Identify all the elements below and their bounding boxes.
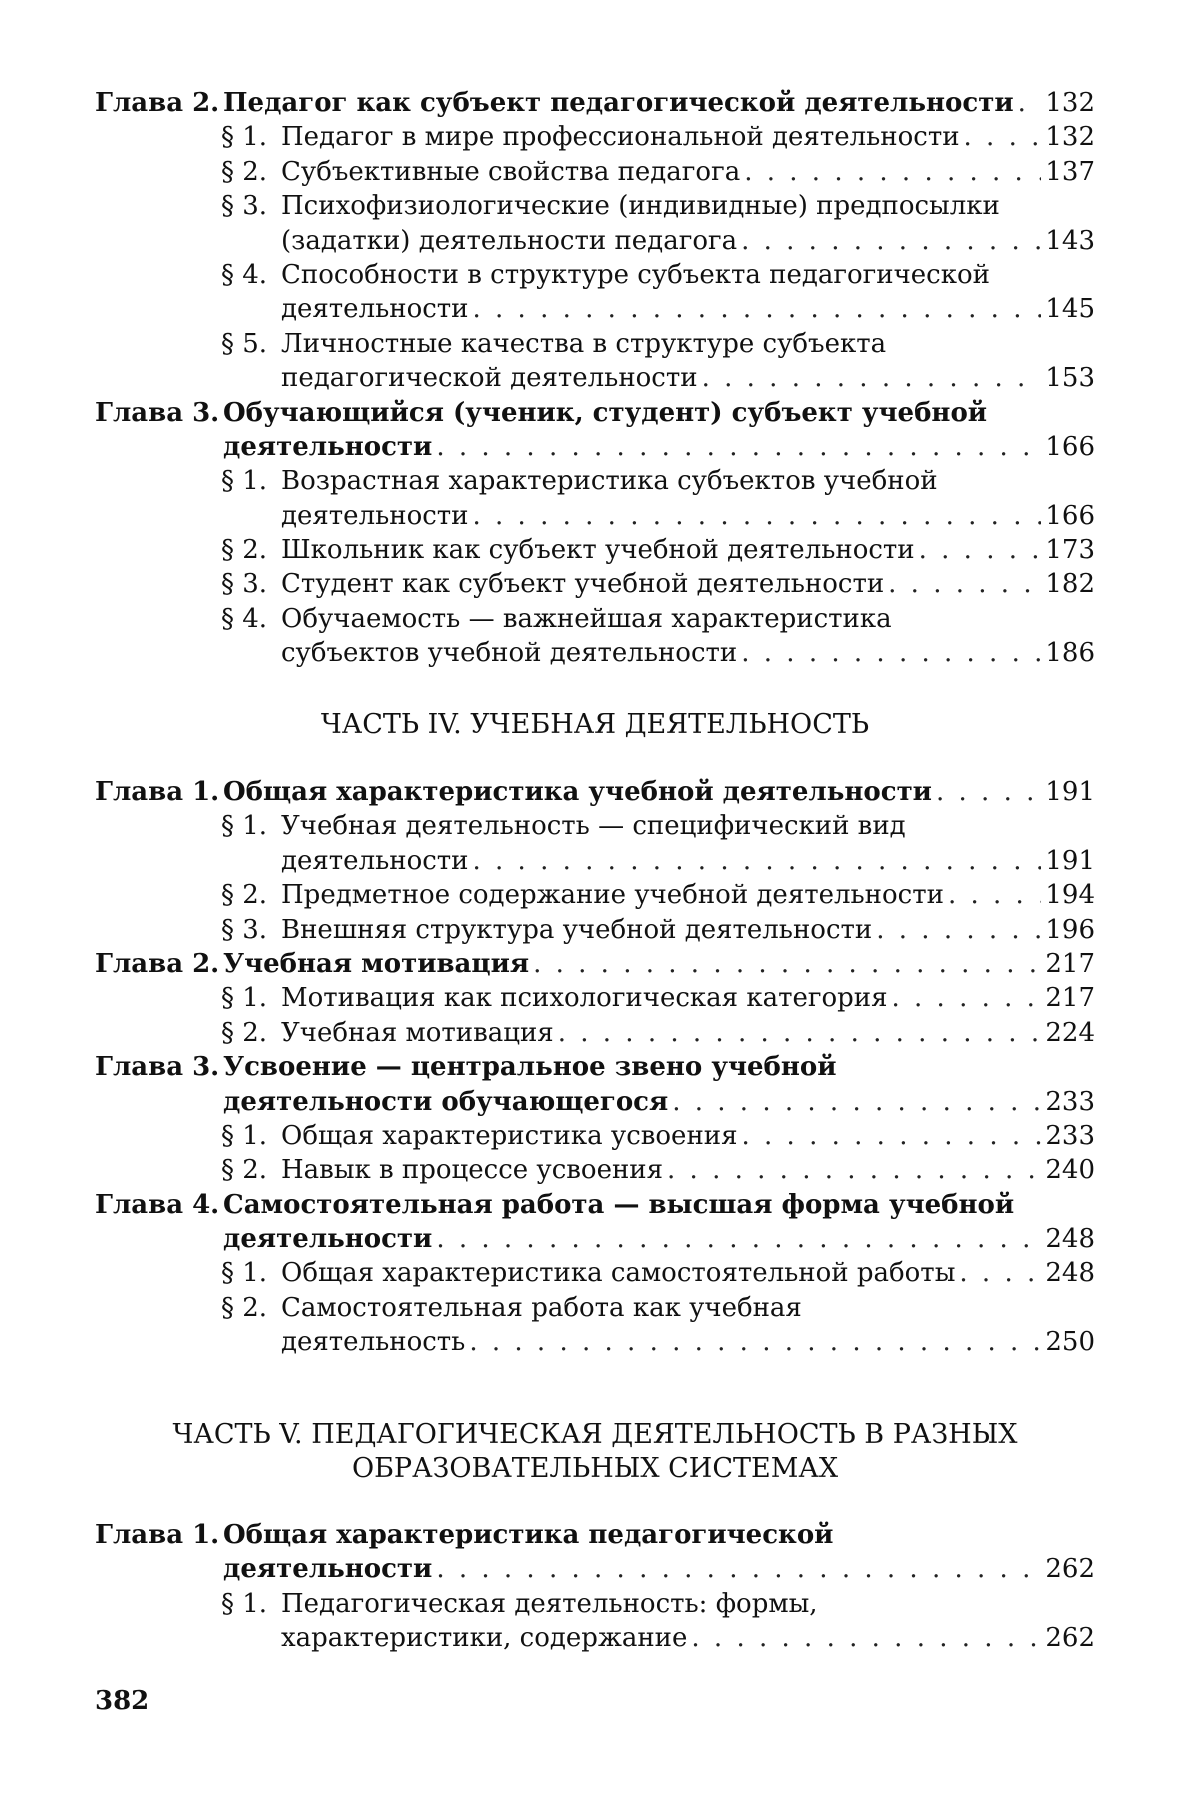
page-ref: 182: [1045, 567, 1095, 601]
toc-section-line: [95, 1016, 1095, 1050]
toc-chapter-line: [95, 1085, 1095, 1119]
toc-section-line: [95, 155, 1095, 189]
page-ref: 248: [1045, 1222, 1095, 1256]
toc-chapter-line: [95, 86, 1095, 120]
page-ref: 240: [1045, 1153, 1095, 1187]
section-title: Навык в процессе усвоения: [281, 1153, 663, 1187]
section-number: § 1.: [221, 120, 281, 154]
section-title: Способности в структуре субъекта педагогической: [281, 258, 990, 292]
dot-leader: [436, 430, 1041, 464]
toc-section-line: [95, 1256, 1095, 1290]
part-4-title-text: ЧАСТЬ IV. УЧЕБНАЯ ДЕЯТЕЛЬНОСТЬ: [321, 709, 869, 740]
section-title: Педагог в мире профессиональной деятельности: [281, 120, 960, 154]
section-number: § 2.: [221, 533, 281, 567]
toc-section-line: [95, 120, 1095, 154]
section-title: Общая характеристика самостоятельной работы: [281, 1256, 955, 1290]
section-title: (задатки) деятельности педагога: [281, 224, 737, 258]
page-ref: 194: [1045, 878, 1095, 912]
dot-leader: [892, 981, 1042, 1015]
dot-leader: [436, 1222, 1041, 1256]
toc-section-line: [95, 499, 1095, 533]
section-title: деятельность: [281, 1325, 465, 1359]
chapter-number: Глава 3.: [95, 1050, 223, 1084]
dot-leader: [473, 499, 1042, 533]
section-title: Педагогическая деятельность: формы,: [281, 1587, 818, 1621]
page-ref: 186: [1045, 636, 1095, 670]
dot-leader: [964, 120, 1042, 154]
section-title: субъектов учебной деятельности: [281, 636, 737, 670]
toc-section-line: [95, 1325, 1095, 1359]
page-ref: 250: [1045, 1325, 1095, 1359]
toc-section-line: [95, 636, 1095, 670]
section-number: § 3.: [221, 567, 281, 601]
section-number: § 2.: [221, 155, 281, 189]
chapter-title: Самостоятельная работа — высшая форма учебной: [223, 1188, 1014, 1222]
page-ref: 217: [1045, 981, 1095, 1015]
dot-leader: [436, 1552, 1041, 1586]
dot-leader: [1018, 86, 1042, 120]
chapter-title: Усвоение — центральное звено учебной: [223, 1050, 837, 1084]
page-ref: 233: [1045, 1085, 1095, 1119]
dot-leader: [959, 1256, 1041, 1290]
toc-chapter-line: [95, 775, 1095, 809]
toc-section-line: [95, 981, 1095, 1015]
toc-section-line: [95, 1621, 1095, 1655]
toc-section-line: [95, 602, 1095, 636]
page-ref: 191: [1045, 844, 1095, 878]
section-title: Внешняя структура учебной деятельности: [281, 913, 872, 947]
part-4-title: [95, 708, 1095, 742]
chapter-title: деятельности: [223, 1222, 432, 1256]
toc-block-part3: [95, 86, 1095, 671]
toc-block-part4: [95, 775, 1095, 1360]
dot-leader: [558, 1016, 1042, 1050]
section-title: Предметное содержание учебной деятельности: [281, 878, 944, 912]
book-page: [0, 0, 1200, 1813]
toc-section-line: [95, 361, 1095, 395]
section-title: Возрастная характеристика субъектов учебной: [281, 464, 938, 498]
section-number: § 3.: [221, 189, 281, 223]
page-ref: 262: [1045, 1552, 1095, 1586]
toc-section-line: [95, 258, 1095, 292]
page-ref: 262: [1045, 1621, 1095, 1655]
page-ref: 132: [1045, 120, 1095, 154]
section-number: § 2.: [221, 1153, 281, 1187]
part-5-title: [95, 1418, 1095, 1486]
chapter-number: Глава 1.: [95, 775, 223, 809]
chapter-number: Глава 1.: [95, 1518, 223, 1552]
section-title: деятельности: [281, 292, 469, 326]
section-number: § 1.: [221, 1256, 281, 1290]
dot-leader: [702, 361, 1042, 395]
section-number: § 4.: [221, 602, 281, 636]
page-ref: 224: [1045, 1016, 1095, 1050]
section-number: § 4.: [221, 258, 281, 292]
dot-leader: [742, 1119, 1042, 1153]
dot-leader: [948, 878, 1041, 912]
section-number: § 1.: [221, 809, 281, 843]
section-number: § 2.: [221, 1016, 281, 1050]
chapter-title: Общая характеристика педагогической: [223, 1518, 833, 1552]
chapter-number: Глава 3.: [95, 396, 223, 430]
dot-leader: [741, 224, 1041, 258]
page-ref: 248: [1045, 1256, 1095, 1290]
section-title: характеристики, содержание: [281, 1621, 687, 1655]
section-number: § 1.: [221, 1587, 281, 1621]
toc-block-part5: [95, 1518, 1095, 1656]
toc-section-line: [95, 1291, 1095, 1325]
toc-chapter-line: [95, 1552, 1095, 1586]
chapter-title: Педагог как субъект педагогической деятельности: [223, 86, 1014, 120]
chapter-number: Глава 4.: [95, 1188, 223, 1222]
toc-section-line: [95, 189, 1095, 223]
page-ref: 132: [1045, 86, 1095, 120]
toc-chapter-line: [95, 1050, 1095, 1084]
toc-section-line: [95, 224, 1095, 258]
section-number: § 3.: [221, 913, 281, 947]
toc-chapter-line: [95, 430, 1095, 464]
dot-leader: [741, 636, 1041, 670]
section-title: деятельности: [281, 844, 469, 878]
section-number: § 1.: [221, 1119, 281, 1153]
toc-chapter-line: [95, 1222, 1095, 1256]
chapter-number: Глава 2.: [95, 947, 223, 981]
section-number: § 2.: [221, 1291, 281, 1325]
section-title: деятельности: [281, 499, 469, 533]
dot-leader: [473, 844, 1042, 878]
toc-section-line: [95, 844, 1095, 878]
dot-leader: [473, 292, 1042, 326]
page-ref: 153: [1045, 361, 1095, 395]
dot-leader: [876, 913, 1041, 947]
part-5-title-line-2: ОБРАЗОВАТЕЛЬНЫХ СИСТЕМАХ: [95, 1452, 1095, 1486]
section-title: Студент как субъект учебной деятельности: [281, 567, 884, 601]
chapter-number: Глава 2.: [95, 86, 223, 120]
toc-section-line: [95, 809, 1095, 843]
section-number: § 5.: [221, 327, 281, 361]
page-ref: 191: [1045, 775, 1095, 809]
section-title: Учебная деятельность — специфический вид: [281, 809, 906, 843]
chapter-title: деятельности обучающегося: [223, 1085, 668, 1119]
toc-section-line: [95, 913, 1095, 947]
section-title: Учебная мотивация: [281, 1016, 554, 1050]
section-title: Самостоятельная работа как учебная: [281, 1291, 802, 1325]
section-title: Мотивация как психологическая категория: [281, 981, 888, 1015]
section-title: Общая характеристика усвоения: [281, 1119, 738, 1153]
dot-leader: [919, 533, 1042, 567]
section-number: § 1.: [221, 464, 281, 498]
page-ref: 166: [1045, 430, 1095, 464]
dot-leader: [936, 775, 1041, 809]
section-title: Обучаемость — важнейшая характеристика: [281, 602, 892, 636]
toc-section-line: [95, 327, 1095, 361]
toc-section-line: [95, 292, 1095, 326]
page-ref: 145: [1045, 292, 1095, 326]
toc-section-line: [95, 1153, 1095, 1187]
toc-chapter-line: [95, 1518, 1095, 1552]
dot-leader: [744, 155, 1041, 189]
dot-leader: [672, 1085, 1041, 1119]
section-title: Психофизиологические (индивидные) предпосылки: [281, 189, 1000, 223]
page-ref: 137: [1045, 155, 1095, 189]
chapter-title: Общая характеристика учебной деятельности: [223, 775, 932, 809]
section-number: § 2.: [221, 878, 281, 912]
page-ref: 166: [1045, 499, 1095, 533]
dot-leader: [469, 1325, 1041, 1359]
toc-section-line: [95, 567, 1095, 601]
page-ref: 217: [1045, 947, 1095, 981]
section-title: Субъективные свойства педагога: [281, 155, 740, 189]
toc-section-line: [95, 464, 1095, 498]
section-number: § 1.: [221, 981, 281, 1015]
page-number: 382: [95, 1686, 149, 1716]
page-ref: 143: [1045, 224, 1095, 258]
toc-chapter-line: [95, 396, 1095, 430]
part-5-title-line-1: ЧАСТЬ V. ПЕДАГОГИЧЕСКАЯ ДЕЯТЕЛЬНОСТЬ В РАЗНЫХ: [95, 1418, 1095, 1452]
chapter-title: Обучающийся (ученик, студент) субъект учебной: [223, 396, 987, 430]
section-title: Школьник как субъект учебной деятельности: [281, 533, 915, 567]
page-ref: 233: [1045, 1119, 1095, 1153]
page-ref: 196: [1045, 913, 1095, 947]
section-title: Личностные качества в структуре субъекта: [281, 327, 886, 361]
chapter-title: деятельности: [223, 430, 432, 464]
section-title: педагогической деятельности: [281, 361, 698, 395]
toc-section-line: [95, 878, 1095, 912]
toc-section-line: [95, 1587, 1095, 1621]
dot-leader: [533, 947, 1041, 981]
chapter-title: деятельности: [223, 1552, 432, 1586]
toc-section-line: [95, 533, 1095, 567]
dot-leader: [691, 1621, 1041, 1655]
dot-leader: [667, 1153, 1041, 1187]
toc-section-line: [95, 1119, 1095, 1153]
dot-leader: [888, 567, 1041, 601]
chapter-title: Учебная мотивация: [223, 947, 529, 981]
page-ref: 173: [1045, 533, 1095, 567]
toc-chapter-line: [95, 1188, 1095, 1222]
toc-chapter-line: [95, 947, 1095, 981]
